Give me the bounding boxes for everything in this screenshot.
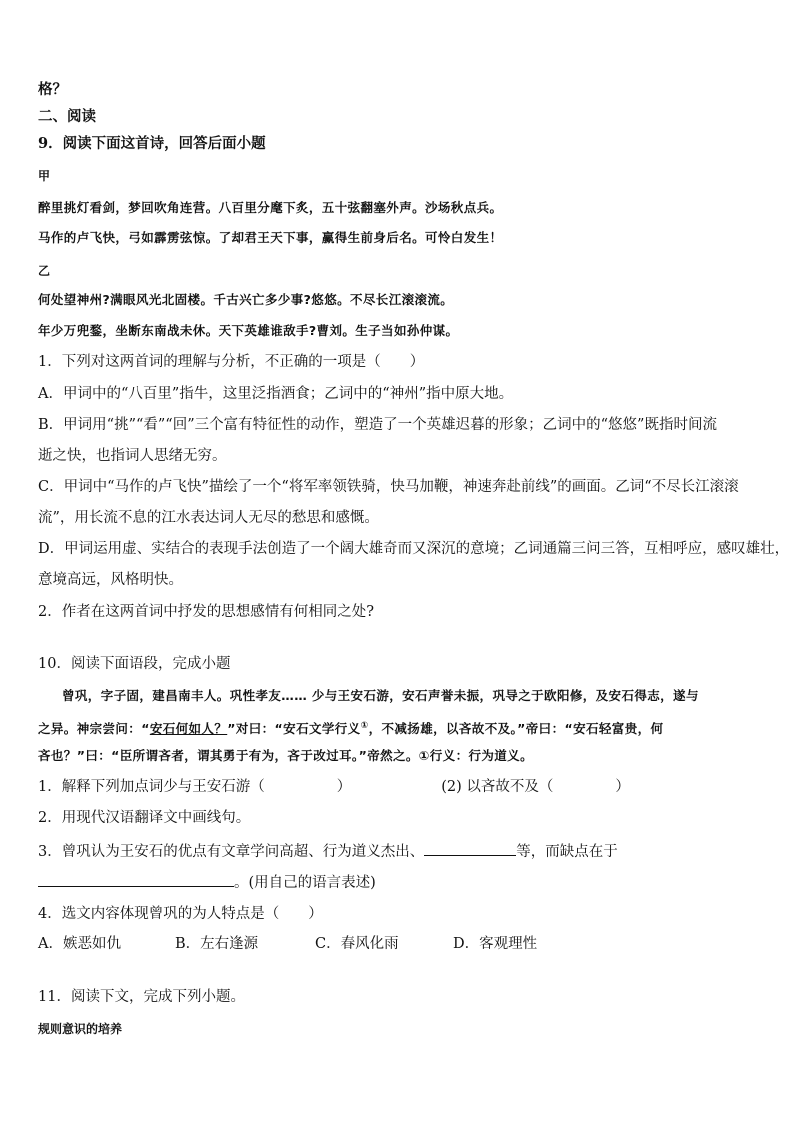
q9-option-a: A．甲词中的“八百里”指牛，这里泛指酒食；乙词中的“神州”指中原大地。 [38,386,514,402]
poem-b-label: 乙 [38,264,51,278]
q10-sub1-part2: ） [336,779,352,795]
q10-sub1-part1: 1．解释下列加点词少与王安石游（ [38,779,265,795]
poem-a-line1: 醉里挑灯看剑，梦回吹角连营。八百里分麾下炙，五十弦翻塞外声。沙场秋点兵。 [38,200,503,215]
q10-sub3-part1: 3．曾巩认为王安石的优点有文章学问高超、行为道义杰出、 [38,844,425,860]
q10-sub3-line2 [38,872,376,893]
q9-sub2: 2．作者在这两首词中抒发的思想感情有何相同之处? [38,604,374,620]
q10-sub3-part3: 。(用自己的语言表述) [234,875,376,891]
q9-option-c-line2: 流”，用长流不息的江水表达词人无尽的愁思和感慨。 [38,510,379,526]
underlined-sentence: 安石何如人？ [149,721,228,737]
poem-a-line2: 马作的卢飞快，弓如霹雳弦惊。了却君王天下事，赢得生前身后名。可怜白发生！ [38,230,503,245]
q10-sub3-part2: 等，而缺点在于 [516,844,618,860]
q11-prompt: 11．阅读下文，完成下列小题。 [38,989,245,1005]
q10-sub2: 2．用现代汉语翻译文中画线句。 [38,810,251,826]
q10-prompt: 10．阅读下面语段，完成小题 [38,656,231,672]
q10-text-line2-a: 之异。神宗尝问：“ [38,721,150,737]
q11-subtitle: 规则意识的培养 [38,1022,123,1036]
q10-text-line2-c: ，不减扬雄，以吝故不及。”帝曰：“安石轻富贵，何 [368,721,664,737]
q10-sub1 [38,777,630,797]
q10-sub1-part3: (2) 以吝故不及（ [441,779,554,795]
q10-text-line1: 曾巩，字子固，建昌南丰人。巩性孝友…… 少与王安石游，安石声誉未振，巩导之于欧阳修，及安石得志，遂与 [62,688,699,703]
q10-text-line2 [38,716,663,739]
q10-sub4-options [38,934,537,954]
poem-a-label: 甲 [38,169,51,183]
q9-option-c-line1: C．甲词中“马作的卢飞快”描绘了一个“将军率领铁骑，快马加鞭，神速奔赴前线”的画面。乙词“不尽长江滚滚 [38,479,739,495]
q10-sub1-part4: ） [615,779,630,795]
q9-prompt: 9．阅读下面这首诗，回答后面小题 [38,135,266,152]
poem-b-line2: 年少万兜鍪，坐断东南战未休。天下英雄谁敌手?曹刘。生子当如孙仲谋。 [38,323,459,338]
q9-option-b-line1: B．甲词用“挑”“看”“回”三个富有特征性的动作，塑造了一个英雄迟暮的形象；乙词中的“悠悠”既指时间流 [38,417,717,433]
poem-b-line1: 何处望神州?满眼风光北固楼。千古兴亡多少事?悠悠。不尽长江滚滚流。 [38,292,454,307]
footnote-marker: ① [360,721,369,731]
fill-blank-1[interactable] [424,841,516,856]
section-title: 二、阅读 [38,108,96,125]
q10-text-line2-b: ”对曰：“安石文学行义 [227,721,361,737]
q9-option-b-line2: 逝之快，也指词人思绪无穷。 [38,448,227,464]
q10-sub3-line1 [38,841,618,862]
option-b[interactable]: B．左右逢源 [175,936,259,952]
option-c[interactable]: C．春风化雨 [315,936,399,952]
option-d[interactable]: D．客观理性 [453,936,538,952]
q9-option-d-line2: 意境高远，风格明快。 [38,572,183,588]
q9-option-d-line1: D．甲词运用虚、实结合的表现手法创造了一个阔大雄奇而又深沉的意境；乙词通篇三问三答，互相呼应，感叹雄壮， [38,541,790,557]
top-fragment: 格？ [38,81,67,98]
option-a[interactable]: A．嫉恶如仇 [38,936,121,952]
q10-sub4: 4．选文内容体现曾巩的为人特点是（ ） [38,906,323,922]
fill-blank-2[interactable] [38,872,234,887]
q9-sub1: 1．下列对这两首词的理解与分析，不正确的一项是（ ） [38,354,425,370]
q10-text-line3: 吝也？”曰：“臣所谓吝者，谓其勇于有为，吝于改过耳。”帝然之。①行义：行为道义。 [38,748,533,763]
